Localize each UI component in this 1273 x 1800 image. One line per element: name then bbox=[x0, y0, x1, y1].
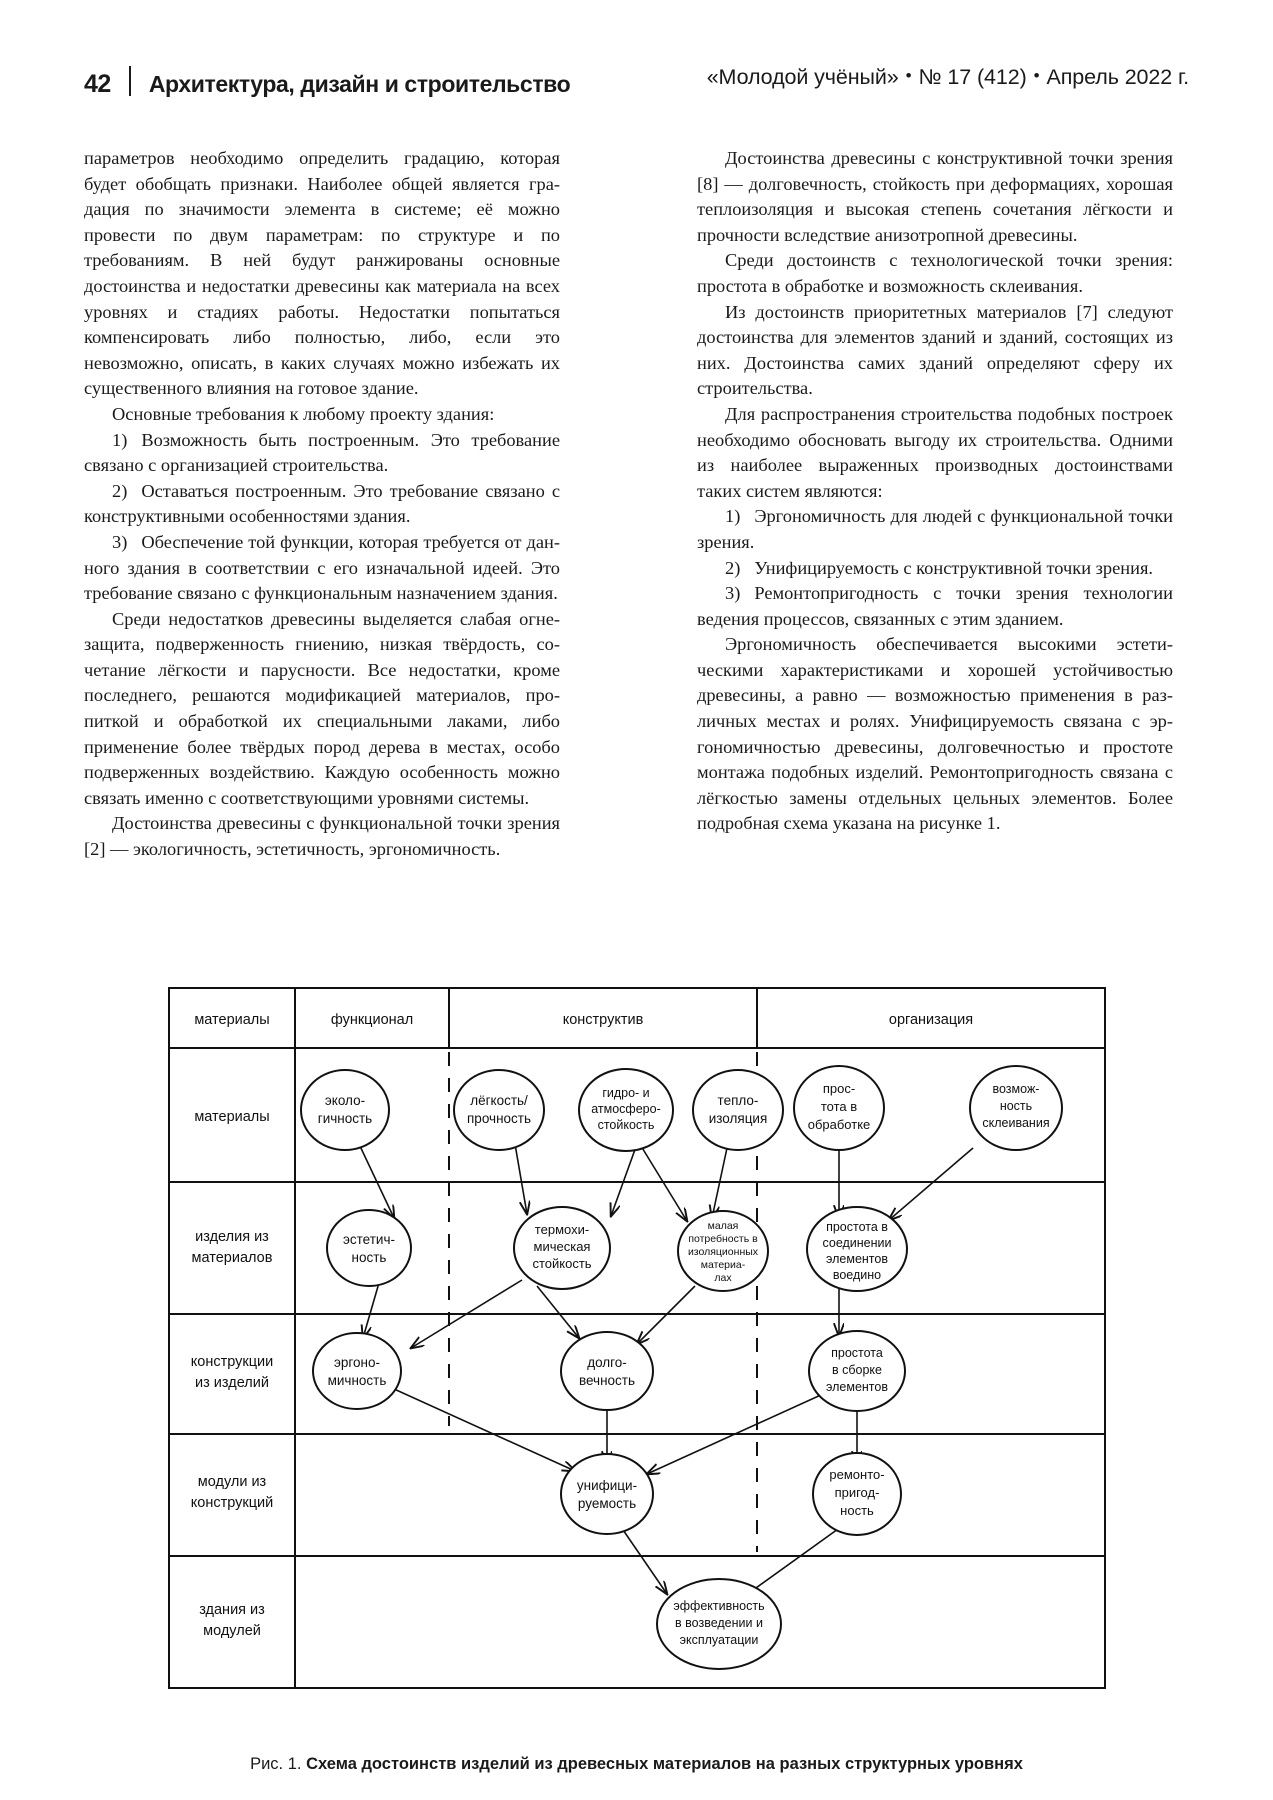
svg-text:конструкций: конструкций bbox=[190, 1495, 273, 1511]
svg-text:элементов: элементов bbox=[825, 1380, 888, 1394]
svg-text:ремонто-: ремонто- bbox=[828, 1467, 885, 1482]
svg-text:унифици-: унифици- bbox=[576, 1478, 637, 1493]
svg-text:стойкость: стойкость bbox=[597, 1118, 654, 1132]
list-marker: 1) bbox=[112, 429, 128, 450]
caption-text: Схема достоинств изделий из древесных материалов на разных структурных уровнях bbox=[306, 1755, 1023, 1773]
svg-text:конструкции: конструкции bbox=[190, 1354, 273, 1370]
svg-text:гичность: гичность bbox=[317, 1111, 372, 1126]
svg-text:тота в: тота в bbox=[820, 1099, 857, 1114]
svg-text:долго-: долго- bbox=[586, 1355, 627, 1370]
numbered-item bbox=[84, 530, 560, 607]
row-labels bbox=[190, 1109, 272, 1639]
paragraph: Среди недостатков древесины выделяется слабая огнезащита, подверженность гниению, низкая твёрдость, сочетание лёгкости и парусности. Все недостатки, кроме последнего, решаются модификацией материалов, пропиткой и обработкой их специальными лаками, либо применение более твёрдых пород дерева в местах, особо подверженных воздействию. Каждую особенность можно связать именно с соответствующими уровнями системы. bbox=[84, 608, 560, 808]
svg-text:вечность: вечность bbox=[578, 1373, 635, 1388]
svg-text:здания из: здания из bbox=[198, 1602, 265, 1618]
svg-text:в возведении и: в возведении и bbox=[674, 1616, 763, 1630]
list-marker: 3) bbox=[725, 583, 741, 604]
node-thermochemical-resistance[interactable] bbox=[514, 1207, 610, 1289]
column-headers bbox=[194, 1012, 973, 1028]
node-gluing-possibility[interactable] bbox=[970, 1066, 1062, 1150]
paragraph: Основные требования к любому проекту здания: bbox=[112, 403, 495, 424]
svg-text:изоляция: изоляция bbox=[708, 1111, 767, 1126]
numbered-item bbox=[84, 479, 560, 530]
list-marker: 2) bbox=[725, 557, 741, 578]
row-label-konstrukcii bbox=[190, 1354, 272, 1391]
list-text: Возможность быть построенным. Это требование связано с организацией строительства. bbox=[84, 429, 560, 476]
svg-text:тепло-: тепло- bbox=[717, 1093, 758, 1108]
svg-text:руемость: руемость bbox=[577, 1496, 636, 1511]
header-left bbox=[84, 62, 570, 99]
node-aesthetics[interactable] bbox=[327, 1210, 411, 1286]
paragraph: параметров необходимо определить градацию, которая будет обобщать признаки. Наиболее общей является градация по значимости элемента в системе; её можно провести по двум параметрам: по структуре и по требованиям. В ней будут ранжированы основные достоинства и недостатки древесины как материала на всех уровнях и стадиях работы. Недостатки попытаться компенсировать либо полностью, либо, если это невозможно, описать, в каких случаях можно избежать их существенного влияния на готовое здание. bbox=[84, 148, 560, 399]
node-lightness-strength[interactable] bbox=[454, 1070, 544, 1150]
svg-text:модулей: модулей bbox=[202, 1623, 261, 1639]
row-label-moduli bbox=[190, 1474, 272, 1511]
node-hydro-atmospheric-resistance[interactable] bbox=[579, 1069, 673, 1151]
paragraph: Среди достоинств с технологической точки зрения: простота в обработке и возможность склеивания. bbox=[697, 250, 1173, 296]
svg-text:мичность: мичность bbox=[327, 1373, 386, 1388]
svg-text:элементов: элементов bbox=[825, 1252, 888, 1266]
node-repairability[interactable] bbox=[813, 1453, 901, 1535]
list-marker: 3) bbox=[112, 531, 128, 552]
header-separator-1: • bbox=[905, 66, 912, 85]
diagram-container bbox=[167, 986, 1107, 1716]
paragraph: Из достоинств приоритетных материалов [7] следуют достоинства для элементов зданий и зданий, состоящих из них. Достоинства самих зданий определяют сферу их строительства. bbox=[697, 301, 1173, 399]
page-header bbox=[84, 62, 1189, 108]
svg-text:термохи-: термохи- bbox=[534, 1222, 589, 1237]
svg-text:изделия из: изделия из bbox=[194, 1229, 269, 1245]
header-separator-2: • bbox=[1033, 66, 1040, 85]
row-label-izdeliya bbox=[191, 1229, 272, 1266]
page-number: 42 bbox=[84, 70, 111, 98]
issue-number: № 17 (412) bbox=[918, 65, 1027, 89]
svg-text:склеивания: склеивания bbox=[981, 1116, 1050, 1130]
node-ease-of-joining-elements[interactable] bbox=[807, 1207, 907, 1291]
svg-text:эргоно-: эргоно- bbox=[333, 1355, 380, 1370]
svg-text:модули из: модули из bbox=[197, 1474, 266, 1490]
svg-text:малая: малая bbox=[707, 1220, 738, 1232]
numbered-item bbox=[84, 428, 560, 479]
node-unification[interactable] bbox=[561, 1454, 653, 1534]
svg-text:стойкость: стойкость bbox=[531, 1256, 592, 1271]
left-text-column bbox=[84, 146, 560, 863]
paragraph: Эргономичность обеспечивается высокими эстетическими характеристиками и хорошей устойчивостью древесины, а равно — возможностью применения в различных местах и ролях. Унифицируемость связана с эргономичностью древесины, долговечностью и простоте монтажа подобных изделий. Ремонтопригодность связана с лёгкостью замены отдельных цельных элементов. Более подробная схема указана на рисунке 1. bbox=[697, 634, 1173, 834]
header-divider bbox=[129, 66, 131, 96]
numbered-item bbox=[697, 504, 1173, 555]
right-text-column bbox=[697, 146, 1173, 837]
paragraph: Для распространения строительства подобных построек необходимо обосновать выгоду их строительства. Одними из наиболее выраженных производных достоинствами таких систем являются: bbox=[697, 403, 1173, 501]
svg-text:эффективность: эффективность bbox=[672, 1599, 765, 1613]
svg-text:потребность в: потребность в bbox=[687, 1233, 758, 1245]
node-ease-of-assembly[interactable] bbox=[809, 1331, 905, 1411]
column-header-organizaciya: организация bbox=[888, 1012, 973, 1028]
list-text: Оставаться построенным. Это требование связано с конструктивными особенностями здания. bbox=[84, 480, 560, 527]
svg-text:простота в: простота в bbox=[825, 1220, 888, 1234]
section-title: Архитектура, дизайн и строительство bbox=[148, 71, 571, 97]
figure-1 bbox=[0, 986, 1273, 1716]
column-header-konstruktiv: конструктив bbox=[562, 1012, 643, 1028]
list-marker: 1) bbox=[725, 506, 741, 527]
svg-text:атмосферо-: атмосферо- bbox=[590, 1102, 661, 1116]
node-ecology[interactable] bbox=[301, 1070, 389, 1150]
svg-text:в сборке: в сборке bbox=[831, 1363, 882, 1377]
list-text: Унифицируемость с конструктивной точки зрения. bbox=[754, 557, 1154, 578]
row-label-zdaniya bbox=[199, 1602, 265, 1639]
svg-text:простота: простота bbox=[830, 1346, 883, 1360]
paragraph: Достоинства древесины с конструктивной точки зрения [8] — долговечность, стойкость при деформациях, хорошая теплоизоляция и высокая степень сочетания лёгкости и прочности вследствие анизотропной древесины. bbox=[697, 148, 1173, 245]
svg-text:прочность: прочность bbox=[466, 1111, 531, 1126]
list-text: Обеспечение той функции, которая требуется от данного здания в соответствии с его изначальной идеей. Это требование связано с функциональным назначением здания. bbox=[84, 531, 560, 604]
svg-text:лёгкость/: лёгкость/ bbox=[469, 1093, 528, 1108]
svg-text:эксплуатации: эксплуатации bbox=[679, 1633, 758, 1647]
numbered-item bbox=[697, 581, 1173, 632]
caption-prefix: Рис. 1. bbox=[250, 1755, 302, 1773]
svg-text:эстетич-: эстетич- bbox=[342, 1232, 395, 1247]
node-construction-efficiency[interactable] bbox=[657, 1579, 781, 1669]
issue-date: Апрель 2022 г. bbox=[1046, 65, 1189, 89]
svg-text:возмож-: возмож- bbox=[992, 1082, 1039, 1096]
svg-text:лах: лах bbox=[713, 1272, 732, 1284]
list-marker: 2) bbox=[112, 480, 128, 501]
node-ease-of-processing[interactable] bbox=[794, 1066, 884, 1150]
svg-text:мическая: мическая bbox=[533, 1239, 590, 1254]
paragraph: Достоинства древесины с функциональной точки зрения [2] — экологичность, эстетичность, эргономичность. bbox=[84, 813, 560, 860]
svg-text:ность: ность bbox=[351, 1250, 386, 1265]
row-label-materialy: материалы bbox=[193, 1109, 270, 1125]
svg-text:воедино: воедино bbox=[832, 1268, 881, 1282]
svg-text:соединении: соединении bbox=[821, 1236, 892, 1250]
list-text: Эргономичность для людей с функциональной точки зрения. bbox=[697, 506, 1173, 552]
figure-caption bbox=[0, 1755, 1273, 1774]
column-header-funkcional: функционал bbox=[330, 1012, 413, 1028]
svg-text:пригод-: пригод- bbox=[834, 1485, 879, 1500]
node-durability[interactable] bbox=[561, 1332, 653, 1410]
svg-text:ность: ность bbox=[839, 1503, 874, 1518]
list-text: Ремонтопригодность с точки зрения технологии ведения процессов, связанных с этим зданием. bbox=[697, 583, 1173, 629]
svg-text:прос-: прос- bbox=[822, 1081, 855, 1096]
journal-name: «Молодой учёный» bbox=[706, 65, 899, 89]
numbered-item bbox=[697, 556, 1173, 582]
svg-text:материалов: материалов bbox=[191, 1250, 272, 1266]
column-header-materialy: материалы bbox=[193, 1012, 270, 1028]
header-right bbox=[707, 65, 1189, 90]
svg-text:изоляционных: изоляционных bbox=[687, 1246, 758, 1258]
svg-text:материа-: материа- bbox=[700, 1259, 745, 1271]
svg-text:обработке: обработке bbox=[807, 1117, 870, 1132]
node-ergonomics[interactable] bbox=[313, 1333, 401, 1409]
node-thermal-insulation[interactable] bbox=[693, 1070, 783, 1150]
svg-text:ность: ность bbox=[999, 1099, 1032, 1113]
svg-text:эколо-: эколо- bbox=[324, 1093, 365, 1108]
scheme-diagram bbox=[167, 986, 1107, 1716]
svg-text:гидро- и: гидро- и bbox=[601, 1086, 650, 1100]
node-low-insulation-demand[interactable] bbox=[678, 1211, 768, 1291]
svg-text:из изделий: из изделий bbox=[194, 1375, 269, 1391]
